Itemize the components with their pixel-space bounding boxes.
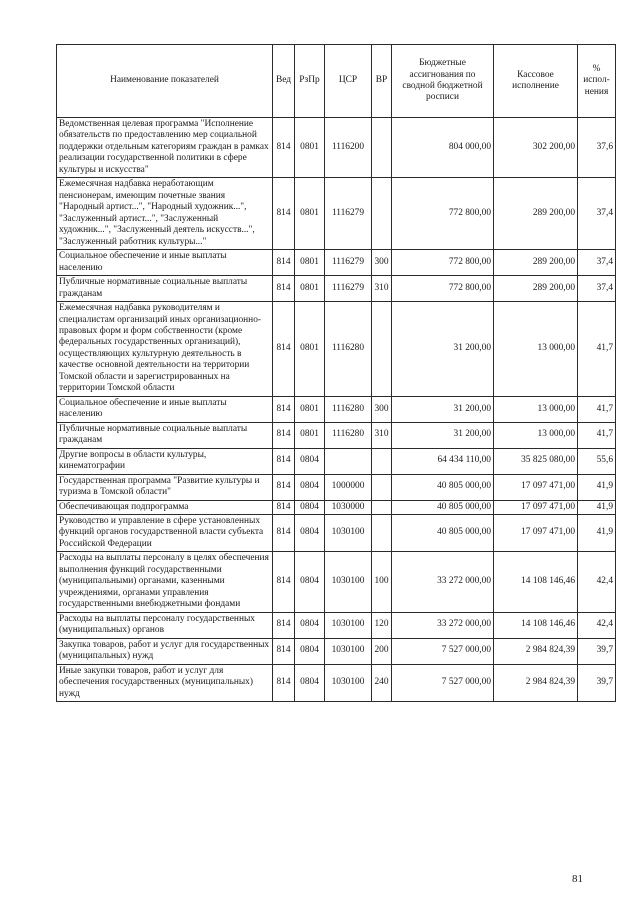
row-rzpr: 0804 (295, 638, 325, 664)
row-percent: 39,7 (578, 664, 616, 701)
row-rzpr: 0804 (295, 448, 325, 474)
row-cash: 2 984 824,39 (494, 664, 578, 701)
row-vr (372, 500, 392, 514)
table-row (57, 500, 616, 514)
row-vr: 100 (372, 552, 392, 612)
row-name: Социальное обеспечение и иные выплаты населению (57, 250, 273, 276)
row-vr (372, 448, 392, 474)
row-budget: 31 200,00 (392, 422, 494, 448)
row-budget: 772 800,00 (392, 276, 494, 302)
row-ved: 814 (273, 515, 295, 552)
row-percent: 41,7 (578, 396, 616, 422)
row-percent: 55,6 (578, 448, 616, 474)
row-cash: 289 200,00 (494, 250, 578, 276)
row-vr (372, 118, 392, 178)
table-row (57, 118, 616, 178)
row-name: Публичные нормативные социальные выплаты гражданам (57, 276, 273, 302)
row-rzpr: 0804 (295, 515, 325, 552)
row-budget: 31 200,00 (392, 396, 494, 422)
row-cash: 302 200,00 (494, 118, 578, 178)
row-name: Расходы на выплаты персоналу государственных (муниципальных) органов (57, 612, 273, 638)
row-rzpr: 0801 (295, 118, 325, 178)
row-ved: 814 (273, 638, 295, 664)
row-vr (372, 178, 392, 250)
row-vr (372, 474, 392, 500)
row-ved: 814 (273, 664, 295, 701)
row-ved: 814 (273, 302, 295, 397)
row-rzpr: 0801 (295, 302, 325, 397)
row-budget: 33 272 000,00 (392, 552, 494, 612)
row-csr: 1030100 (325, 552, 372, 612)
row-budget: 40 805 000,00 (392, 474, 494, 500)
row-name: Закупка товаров, работ и услуг для государственных (муниципальных) нужд (57, 638, 273, 664)
row-percent: 41,7 (578, 422, 616, 448)
row-vr (372, 302, 392, 397)
row-rzpr: 0801 (295, 396, 325, 422)
header-budget: Бюджетные ассигнования по сводной бюджетной росписи (392, 45, 494, 118)
page-number: 81 (572, 873, 583, 885)
row-vr: 240 (372, 664, 392, 701)
row-csr: 1030100 (325, 515, 372, 552)
row-rzpr: 0801 (295, 276, 325, 302)
row-ved: 814 (273, 178, 295, 250)
row-ved: 814 (273, 250, 295, 276)
row-percent: 42,4 (578, 552, 616, 612)
header-ved: Вед (273, 45, 295, 118)
row-cash: 14 108 146,46 (494, 612, 578, 638)
row-percent: 41,7 (578, 302, 616, 397)
row-name: Иные закупки товаров, работ и услуг для обеспечения государственных (муниципальных) нужд (57, 664, 273, 701)
row-name: Публичные нормативные социальные выплаты гражданам (57, 422, 273, 448)
table-row (57, 638, 616, 664)
row-budget: 7 527 000,00 (392, 638, 494, 664)
row-percent: 41,9 (578, 515, 616, 552)
row-vr: 310 (372, 422, 392, 448)
header-percent: % испол-нения (578, 45, 616, 118)
row-rzpr: 0801 (295, 250, 325, 276)
row-cash: 17 097 471,00 (494, 474, 578, 500)
table-header-row (57, 45, 616, 118)
row-csr (325, 448, 372, 474)
row-csr: 1116280 (325, 396, 372, 422)
row-budget: 40 805 000,00 (392, 500, 494, 514)
row-ved: 814 (273, 474, 295, 500)
row-csr: 1116279 (325, 276, 372, 302)
row-cash: 13 000,00 (494, 422, 578, 448)
row-vr: 300 (372, 250, 392, 276)
row-name: Ежемесячная надбавка руководителям и специалистам организаций иных организационно-правовых форм и форм собственности (кроме федеральных государственных организаций), осуществляющих культурную деятельность в качестве основной деятельности на территории Томской области и зарегистрированных на территории Томской области (57, 302, 273, 397)
row-rzpr: 0804 (295, 552, 325, 612)
row-ved: 814 (273, 396, 295, 422)
row-budget: 64 434 110,00 (392, 448, 494, 474)
row-csr: 1116280 (325, 302, 372, 397)
row-rzpr: 0801 (295, 178, 325, 250)
row-ved: 814 (273, 612, 295, 638)
row-rzpr: 0804 (295, 612, 325, 638)
row-csr: 1030000 (325, 500, 372, 514)
table-row (57, 474, 616, 500)
row-percent: 39,7 (578, 638, 616, 664)
row-budget: 7 527 000,00 (392, 664, 494, 701)
row-cash: 289 200,00 (494, 276, 578, 302)
row-percent: 37,4 (578, 178, 616, 250)
row-cash: 17 097 471,00 (494, 500, 578, 514)
row-csr: 1116279 (325, 250, 372, 276)
row-ved: 814 (273, 422, 295, 448)
table-row (57, 612, 616, 638)
row-percent: 37,4 (578, 250, 616, 276)
row-percent: 37,6 (578, 118, 616, 178)
row-budget: 772 800,00 (392, 178, 494, 250)
row-rzpr: 0804 (295, 664, 325, 701)
row-cash: 13 000,00 (494, 396, 578, 422)
table-row (57, 552, 616, 612)
row-vr: 300 (372, 396, 392, 422)
row-cash: 289 200,00 (494, 178, 578, 250)
row-percent: 37,4 (578, 276, 616, 302)
table-row (57, 302, 616, 397)
row-budget: 33 272 000,00 (392, 612, 494, 638)
row-budget: 772 800,00 (392, 250, 494, 276)
table-row (57, 396, 616, 422)
row-name: Ежемесячная надбавка неработающим пенсионерам, имеющим почетные звания "Народный артист...", "Народный художник...", "Заслуженный артист...", "Заслуженный художник...", "Заслуженный деятель искусств...", "Заслуженный работник культуры..." (57, 178, 273, 250)
table-row (57, 515, 616, 552)
row-csr: 1000000 (325, 474, 372, 500)
row-cash: 35 825 080,00 (494, 448, 578, 474)
table-row (57, 276, 616, 302)
row-name: Руководство и управление в сфере установленных функций органов государственной власти субъекта Российской Федерации (57, 515, 273, 552)
row-vr (372, 515, 392, 552)
row-csr: 1030100 (325, 612, 372, 638)
row-cash: 2 984 824,39 (494, 638, 578, 664)
row-rzpr: 0801 (295, 422, 325, 448)
table-row (57, 422, 616, 448)
row-name: Другие вопросы в области культуры, кинематографии (57, 448, 273, 474)
row-cash: 17 097 471,00 (494, 515, 578, 552)
row-rzpr: 0804 (295, 500, 325, 514)
row-percent: 42,4 (578, 612, 616, 638)
row-ved: 814 (273, 276, 295, 302)
header-rzpr: РзПр (295, 45, 325, 118)
row-rzpr: 0804 (295, 474, 325, 500)
row-csr: 1116279 (325, 178, 372, 250)
header-vr: ВР (372, 45, 392, 118)
row-name: Ведомственная целевая программа "Исполнение обязательств по предоставлению мер социальной поддержки отдельным категориям граждан в рамках реализации государственной политики в сфере культуры и искусства" (57, 118, 273, 178)
header-name: Наименование показателей (57, 45, 273, 118)
row-csr: 1116200 (325, 118, 372, 178)
row-ved: 814 (273, 118, 295, 178)
row-cash: 13 000,00 (494, 302, 578, 397)
table-row (57, 178, 616, 250)
row-vr: 120 (372, 612, 392, 638)
row-budget: 40 805 000,00 (392, 515, 494, 552)
row-name: Расходы на выплаты персоналу в целях обеспечения выполнения функций государственными (муниципальными) органами, казенными учреждениями, органами управления государственными внебюджетными фондами (57, 552, 273, 612)
row-name: Государственная программа "Развитие культуры и туризма в Томской области" (57, 474, 273, 500)
header-csr: ЦСР (325, 45, 372, 118)
row-csr: 1030100 (325, 638, 372, 664)
row-percent: 41,9 (578, 474, 616, 500)
row-vr: 310 (372, 276, 392, 302)
table-row (57, 250, 616, 276)
row-csr: 1030100 (325, 664, 372, 701)
row-ved: 814 (273, 448, 295, 474)
row-percent: 41,9 (578, 500, 616, 514)
row-csr: 1116280 (325, 422, 372, 448)
row-name: Социальное обеспечение и иные выплаты населению (57, 396, 273, 422)
table-row (57, 664, 616, 701)
table-row (57, 448, 616, 474)
row-budget: 804 000,00 (392, 118, 494, 178)
row-budget: 31 200,00 (392, 302, 494, 397)
row-vr: 200 (372, 638, 392, 664)
row-ved: 814 (273, 552, 295, 612)
header-cash: Кассовое исполнение (494, 45, 578, 118)
budget-table (56, 44, 616, 702)
row-name: Обеспечивающая подпрограмма (57, 500, 273, 514)
row-ved: 814 (273, 500, 295, 514)
row-cash: 14 108 146,46 (494, 552, 578, 612)
